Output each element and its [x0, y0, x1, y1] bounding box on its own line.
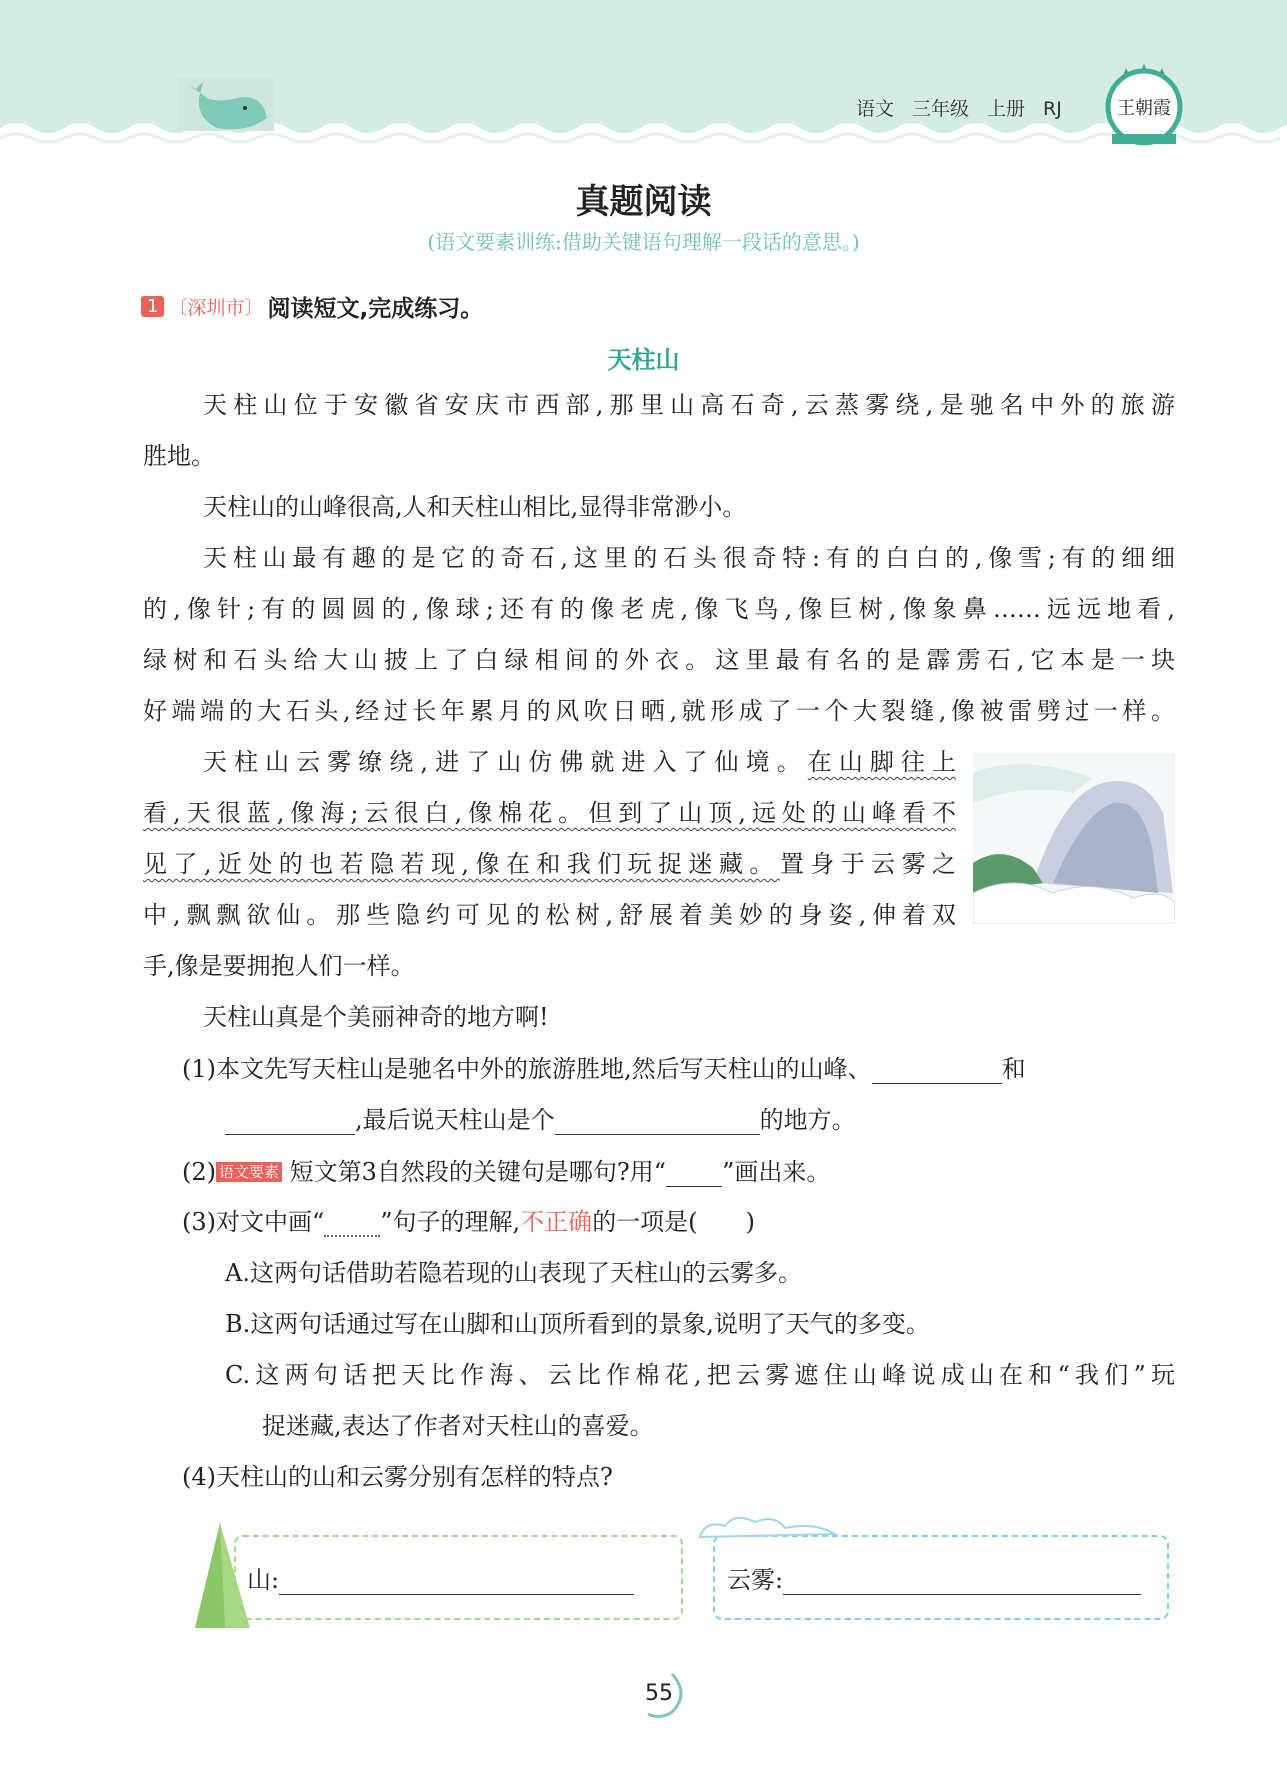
edition: RJ: [1043, 98, 1062, 120]
underlined-sentence: 看,天很蓝,像海;云很白,像棉花。但到了山顶,远处的山峰看不: [143, 799, 956, 827]
mountain-label: 山:: [247, 1566, 280, 1594]
q1-label: (1): [182, 1055, 216, 1083]
q3-text-d: ): [745, 1208, 755, 1236]
q3-label: (3): [182, 1208, 216, 1236]
option-c: C.这两句话把天比作海、云比作棉花,把云雾遮住山峰说成山在和“我们”玩: [225, 1361, 1175, 1389]
page-title: 真题阅读: [575, 182, 712, 222]
mountain-icon: [190, 1523, 255, 1633]
whale-icon: [177, 78, 274, 131]
passage-line: [143, 798, 956, 828]
header-info: [856, 94, 1080, 121]
q2-tag: 语文要素: [216, 1162, 282, 1182]
mountain-answer-input[interactable]: [279, 1570, 634, 1595]
question-2: [182, 1157, 830, 1187]
passage-text: 胜地。: [143, 442, 215, 470]
passage-line: [143, 645, 1175, 675]
brand-logo: [1104, 60, 1184, 150]
passage-text: 天柱山真是个美丽神奇的地方啊!: [203, 1003, 549, 1031]
passage-text: 天柱山最有趣的是它的奇石,这里的石头很奇特:有的白白的,像雪;有的细细: [203, 544, 1175, 572]
passage-title: 天柱山: [607, 346, 680, 374]
q1-text-b: 和: [1001, 1055, 1026, 1083]
q2-text-b: ”画出来。: [722, 1158, 831, 1186]
q3-text-b: ”句子的理解,: [380, 1208, 521, 1236]
passage-line: [143, 900, 956, 930]
answer-blank[interactable]: [225, 1110, 355, 1135]
subject: 语文: [856, 98, 895, 120]
page-number: 55: [645, 1681, 673, 1706]
fog-answer: [727, 1565, 1141, 1595]
passage-text: 天柱山位于安徽省安庆市西部,那里山高石奇,云蒸雾绕,是驰名中外的旅游: [203, 391, 1175, 419]
question-source: 〔深圳市〕: [168, 297, 264, 319]
q2-label: (2): [182, 1158, 216, 1186]
passage-line: [203, 492, 746, 522]
logo-text: 王朝霞: [1117, 98, 1171, 119]
q1-text: 本文先写天柱山是驰名中外的旅游胜地,然后写天柱山的山峰、: [216, 1055, 872, 1083]
question-1: [182, 1054, 1026, 1084]
underlined-sentence: 在山脚往上: [807, 748, 956, 776]
passage-text: 手,像是要拥抱人们一样。: [143, 952, 415, 980]
answer-blank[interactable]: [872, 1059, 1002, 1084]
underline-sample: [666, 1162, 722, 1187]
passage-line: [143, 849, 956, 879]
grade: 三年级: [912, 98, 970, 120]
q3-text-c: 的一项是(: [592, 1208, 698, 1236]
page-subtitle: (语文要素训练:借助关键语句理解一段话的意思。): [427, 230, 860, 254]
q1-text-c: ,最后说天柱山是个: [355, 1106, 555, 1134]
passage-line: [203, 1002, 549, 1032]
passage-line: [203, 747, 956, 777]
passage-line: [203, 543, 1175, 573]
q2-text: 短文第3自然段的关键句是哪句?用“: [289, 1158, 667, 1186]
fog-answer-input[interactable]: [783, 1570, 1141, 1595]
fog-label: 云雾:: [727, 1566, 784, 1594]
q3-emphasis: 不正确: [520, 1208, 593, 1236]
question-header: [141, 290, 483, 323]
passage-line: [143, 594, 1175, 624]
mountain-illustration: [973, 753, 1175, 924]
cloud-icon: [695, 1512, 845, 1542]
question-number: 1: [141, 296, 164, 317]
passage-line: [143, 696, 1175, 726]
wavy-line-sample: [324, 1209, 380, 1237]
q3-text: 对文中画“: [216, 1208, 325, 1236]
passage-text: 天柱山的山峰很高,人和天柱山相比,显得非常渺小。: [203, 493, 747, 521]
passage-line: [143, 441, 215, 471]
answer-blank[interactable]: [555, 1110, 760, 1135]
underlined-sentence: 见了,近处的也若隐若现,像在和我们玩捉迷藏。: [143, 850, 780, 878]
passage-text: 置身于云雾之: [779, 850, 957, 878]
q4-label: (4): [182, 1463, 216, 1491]
passage-text: 好端端的大石头,经过长年累月的风吹日晒,就形成了一个大裂缝,像被雷劈过一样。: [143, 697, 1175, 725]
option-a: A.这两句话借助若隐若现的山表现了天柱山的云雾多。: [225, 1259, 802, 1287]
passage-text: 天柱山云雾缭绕,进了山仿佛就进入了仙境。: [203, 748, 808, 776]
volume: 上册: [987, 98, 1026, 120]
passage-text: 中,飘飘欲仙。那些隐约可见的松树,舒展着美妙的身姿,伸着双: [143, 901, 956, 929]
question-1-cont: [225, 1105, 856, 1135]
passage-line: [143, 951, 415, 981]
q1-text-d: 的地方。: [759, 1106, 856, 1134]
option-b: B.这两句话通过写在山脚和山顶所看到的景象,说明了天气的多变。: [225, 1310, 930, 1338]
mountain-answer: [247, 1565, 634, 1595]
question-3: [182, 1207, 755, 1237]
option-c-cont: 捉迷藏,表达了作者对天柱山的喜爱。: [262, 1412, 654, 1440]
passage-text: 绿树和石头给大山披上了白绿相间的外衣。这里最有名的是霹雳石,它本是一块: [143, 646, 1175, 674]
passage-line: [203, 390, 1175, 420]
question-4: [182, 1462, 613, 1492]
passage-text: 的,像针;有的圆圆的,像球;还有的像老虎,像飞鸟,像巨树,像象鼻……远远地看,: [143, 595, 1175, 623]
question-instruction: 阅读短文,完成练习。: [267, 296, 484, 322]
q4-text: 天柱山的山和云雾分别有怎样的特点?: [216, 1463, 613, 1491]
